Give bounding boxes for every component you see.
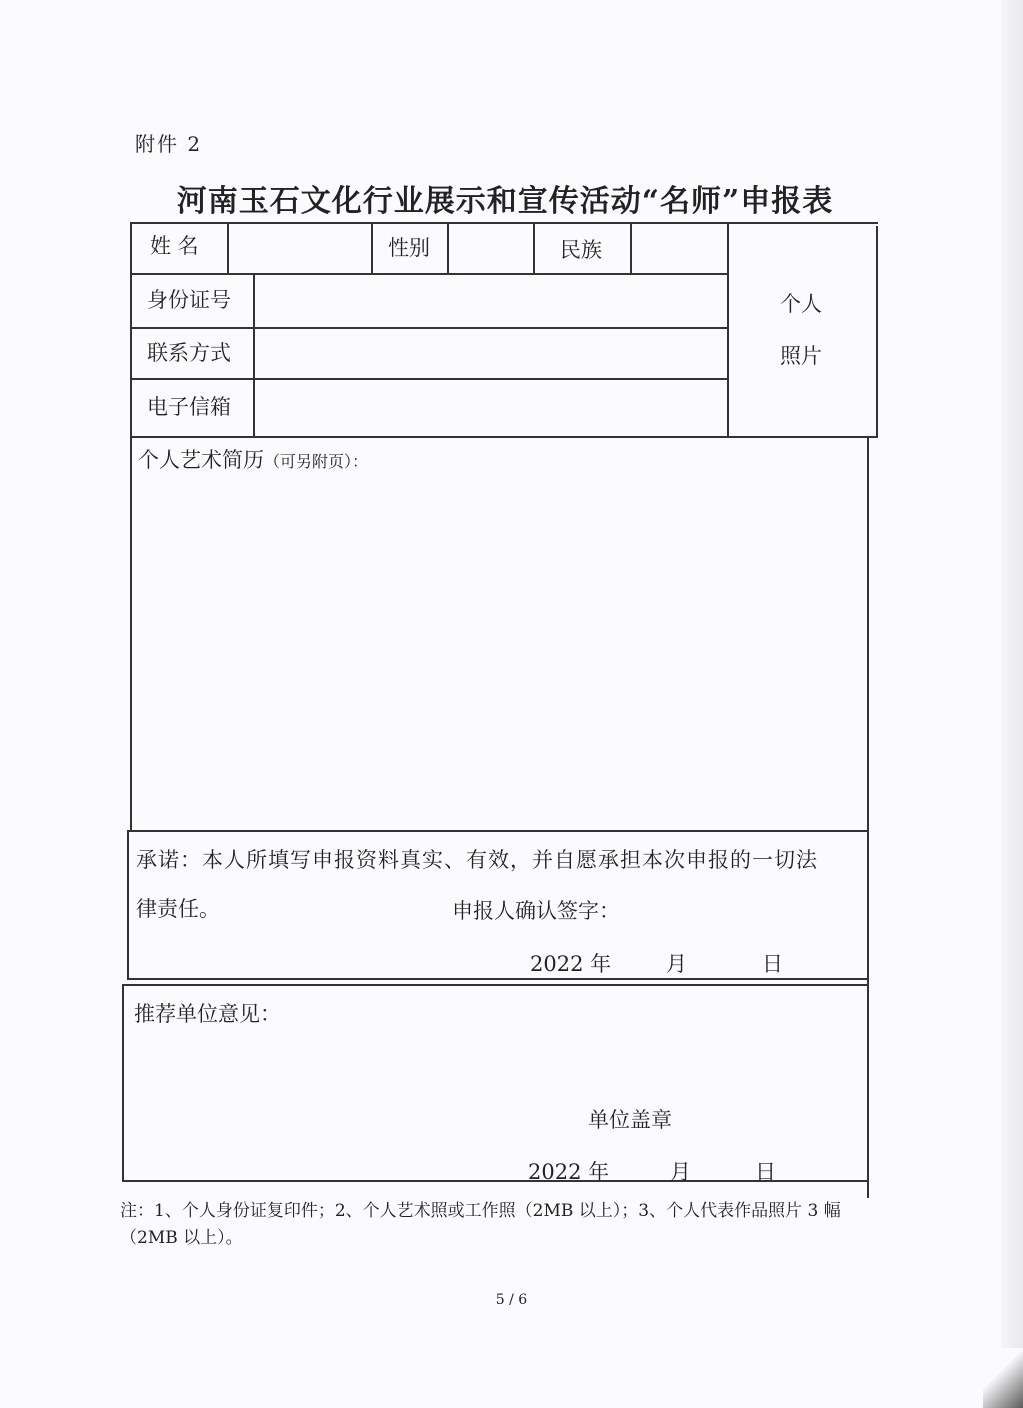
- email-label: 电子信箱: [147, 395, 231, 419]
- date-year: 2022 年: [530, 952, 612, 976]
- attachment-label: 附件 2: [135, 132, 203, 156]
- ethnicity-label: 民族: [560, 238, 602, 262]
- date-day: 日: [762, 952, 783, 976]
- page-number: 5 / 6: [495, 1292, 528, 1308]
- form-title: 河南玉石文化行业展示和宣传活动“名师”申报表: [176, 184, 834, 219]
- contact-label: 联系方式: [147, 341, 231, 365]
- footnote: 注：1、个人身份证复印件；2、个人艺术照或工作照（2MB 以上）；3、个人代表作品照片 3 幅（2MB 以上）。: [120, 1201, 841, 1248]
- date2-day: 日: [755, 1160, 776, 1184]
- recommend-label: 推荐单位意见：: [134, 1002, 281, 1026]
- resume-label: 个人艺术简历（可另附页）：: [138, 448, 369, 472]
- date2-year: 2022 年: [528, 1160, 610, 1184]
- resume-hint: （可另附页）：: [264, 452, 369, 471]
- date-month: 月: [666, 952, 687, 976]
- signature-label: 申报人确认签字：: [452, 899, 620, 923]
- pledge-text-cont: 律责任。: [136, 897, 220, 921]
- name-label: 姓 名: [150, 234, 199, 258]
- date2-month: 月: [670, 1160, 691, 1184]
- gender-label: 性别: [388, 236, 430, 260]
- page-corner: [983, 1348, 1023, 1408]
- stamp-label: 单位盖章: [588, 1108, 672, 1132]
- pledge-text: 承诺：本人所填写申报资料真实、有效，并自愿承担本次申报的一切法: [136, 848, 818, 872]
- page-edge: [1001, 0, 1023, 1408]
- photo-label-line2: 照片: [780, 344, 822, 368]
- photo-label-line1: 个人: [780, 292, 822, 316]
- id-number-label: 身份证号: [147, 288, 231, 312]
